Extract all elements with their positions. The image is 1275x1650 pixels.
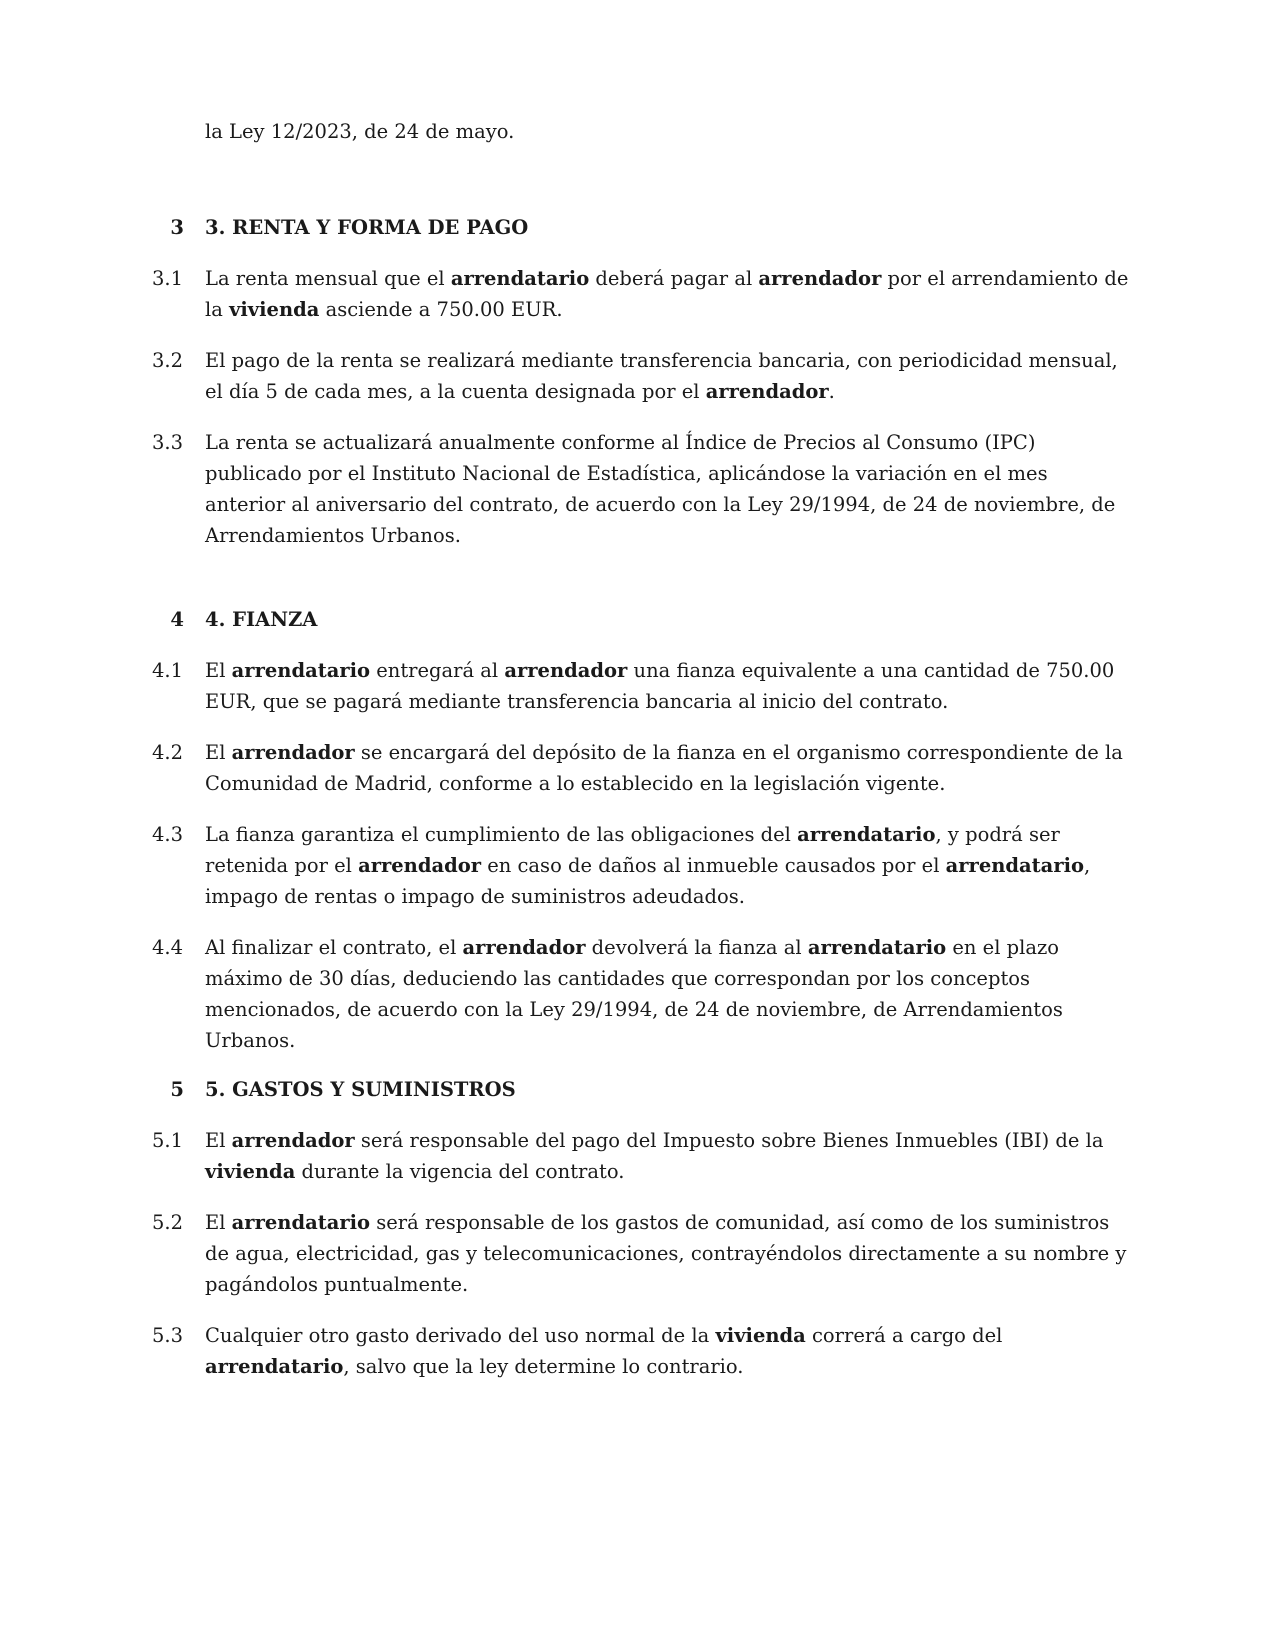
clause-number: 4.4 <box>152 936 184 959</box>
clause-number: 4.2 <box>152 741 184 764</box>
defined-term: arrendatario <box>797 823 936 846</box>
clause-text <box>205 737 1130 799</box>
defined-term: arrendador <box>758 267 882 290</box>
clause-text-run: durante la vigencia del contrato. <box>295 1160 625 1183</box>
clause-text <box>205 427 1130 551</box>
defined-term: arrendatario <box>807 936 947 959</box>
clause <box>0 737 1275 799</box>
clause-text <box>205 932 1130 1056</box>
clause-text-run: , y podrá ser retenida por el <box>205 823 1060 877</box>
section-fianza <box>0 604 1275 1056</box>
clause-text-run: Cualquier otro gasto derivado del uso normal de la <box>205 1324 716 1347</box>
clause <box>0 655 1275 717</box>
clause-text-run: entregará al <box>370 659 505 682</box>
clause <box>0 263 1275 325</box>
section-number: 4 <box>170 608 184 631</box>
defined-term: arrendador <box>462 936 586 959</box>
clause-text-run: La renta se actualizará anualmente conforme al Índice de Precios al Consumo (IPC) publicado por el Instituto Nacional de Estadística, aplicándose la variación en el mes anterior al aniversario del contrato, de acuerdo con la Ley 29/1994, de 24 de noviembre, de Arrendamientos Urbanos. <box>205 431 1116 547</box>
defined-term: arrendatario <box>945 854 1085 877</box>
clause-text <box>205 1207 1130 1300</box>
defined-term: arrendador <box>504 659 628 682</box>
clause-text-run: se encargará del depósito de la fianza en el organismo correspondiente de la Comunidad de Madrid, conforme a lo establecido en la legislación vigente. <box>205 741 1123 795</box>
section-heading <box>0 1074 1275 1105</box>
clause <box>0 1207 1275 1300</box>
defined-term: vivienda <box>205 1160 296 1183</box>
section-heading <box>0 604 1275 635</box>
section-heading <box>0 212 1275 243</box>
defined-term: arrendatario <box>231 659 371 682</box>
clause-text-run: El <box>205 741 232 764</box>
defined-term: vivienda <box>715 1324 806 1347</box>
section-gastos <box>0 1074 1275 1382</box>
section-number: 5 <box>170 1078 184 1101</box>
clause-text-run: La renta mensual que el <box>205 267 451 290</box>
clause <box>0 1320 1275 1382</box>
defined-term: arrendador <box>231 1129 355 1152</box>
clause <box>0 932 1275 1056</box>
clause-text <box>205 263 1130 325</box>
section-title: 4. FIANZA <box>205 608 318 631</box>
clause-text-run: . <box>828 380 835 403</box>
clause-text <box>205 819 1130 912</box>
clause-text <box>205 345 1130 407</box>
clause <box>0 345 1275 407</box>
clause-text <box>205 1125 1130 1187</box>
defined-term: arrendador <box>231 741 355 764</box>
clause-text-run: El pago de la renta se realizará mediante transferencia bancaria, con periodicidad mensual, el día 5 de cada mes, a la cuenta designada por el <box>205 349 1118 403</box>
section-title: 5. GASTOS Y SUMINISTROS <box>205 1078 516 1101</box>
clause-number: 3.1 <box>152 267 184 290</box>
clause-text-run: correrá a cargo del <box>805 1324 1003 1347</box>
defined-term: vivienda <box>229 298 320 321</box>
defined-term: arrendador <box>705 380 829 403</box>
defined-term: arrendatario <box>205 1355 344 1378</box>
clause-number: 4.3 <box>152 823 184 846</box>
clause <box>0 819 1275 912</box>
clause-text-run: Al finalizar el contrato, el <box>205 936 463 959</box>
clause-text-run: una fianza equivalente a una cantidad de 750.00 EUR, que se pagará mediante transferencia bancaria al inicio del contrato. <box>205 659 1115 713</box>
clause <box>0 1125 1275 1187</box>
clause-text-run: deberá pagar al <box>589 267 759 290</box>
clause-text-run: en el plazo máximo de 30 días, deduciendo las cantidades que correspondan por los conceptos mencionados, de acuerdo con la Ley 29/1994, de 24 de noviembre, de Arrendamientos Urbanos. <box>205 936 1063 1052</box>
clause-text <box>205 1320 1130 1382</box>
clause-number: 5.2 <box>152 1211 184 1234</box>
clause-text-run: por el arrendamiento de la <box>205 267 1129 321</box>
defined-term: arrendador <box>358 854 482 877</box>
clause-text-run: devolverá la fianza al <box>585 936 808 959</box>
defined-term: arrendatario <box>231 1211 371 1234</box>
clause-number: 5.3 <box>152 1324 184 1347</box>
defined-term: arrendatario <box>450 267 590 290</box>
clause-text-run: El <box>205 1129 232 1152</box>
clause-text-run: El <box>205 659 232 682</box>
clause-text-run: , impago de rentas o impago de suministros adeudados. <box>205 854 1091 908</box>
clause-number: 3.3 <box>152 431 184 454</box>
clause-text-run: será responsable del pago del Impuesto sobre Bienes Inmuebles (IBI) de la <box>354 1129 1104 1152</box>
clause-text-run: El <box>205 1211 232 1234</box>
clause-number: 3.2 <box>152 349 184 372</box>
clause-number: 5.1 <box>152 1129 184 1152</box>
clause-text-run: asciende a 750.00 EUR. <box>319 298 563 321</box>
section-number: 3 <box>170 216 184 239</box>
clause-number: 4.1 <box>152 659 184 682</box>
clause-text-run: La fianza garantiza el cumplimiento de las obligaciones del <box>205 823 798 846</box>
continuation-text: la Ley 12/2023, de 24 de mayo. <box>205 120 515 143</box>
clause-text-run: será responsable de los gastos de comunidad, así como de los suministros de agua, electricidad, gas y telecomunicaciones, contrayéndolos directamente a su nombre y pagándolos puntualmente. <box>205 1211 1127 1296</box>
clause-text <box>205 655 1130 717</box>
clause-text-run: , salvo que la ley determine lo contrario. <box>343 1355 744 1378</box>
section-renta <box>0 212 1275 551</box>
section-title: 3. RENTA Y FORMA DE PAGO <box>205 216 529 239</box>
clause <box>0 427 1275 551</box>
clause-text-run: en caso de daños al inmueble causados por el <box>481 854 946 877</box>
